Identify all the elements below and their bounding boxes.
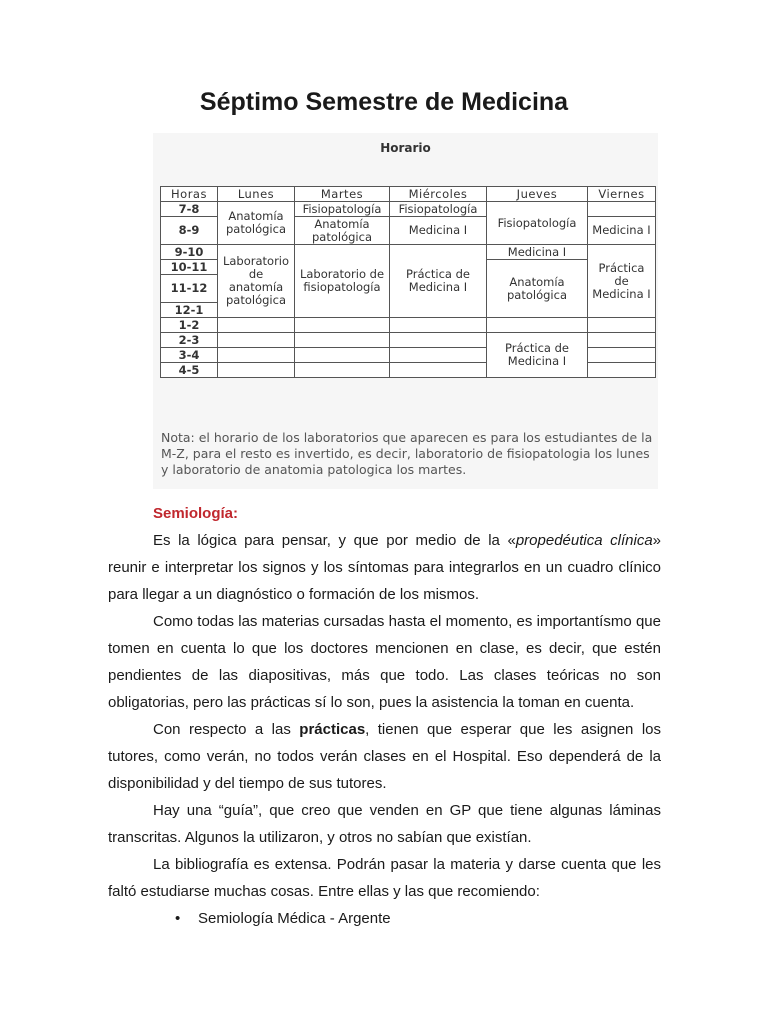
hour-cell: 7-8 (161, 202, 218, 217)
schedule-cell (218, 318, 295, 333)
schedule-cell (295, 348, 390, 363)
schedule-image (153, 133, 658, 489)
list-item-text: Semiología Médica - Argente (198, 910, 391, 927)
paragraph-text: Con respecto a las (153, 721, 300, 738)
schedule-cell (390, 348, 487, 363)
schedule-note: Nota: el horario de los laboratorios que aparecen es para los estudiantes de la M-Z, para el resto es invertido, es decir, laboratorio de fisiopatologia los lunes y laboratorio de anatomia patologica los martes. (161, 430, 653, 477)
table-row (161, 318, 656, 333)
hour-cell: 1-2 (161, 318, 218, 333)
paragraph-text: Es la lógica para pensar, y que por medio de la « (153, 532, 516, 549)
schedule-cell (218, 333, 295, 348)
list-item (175, 905, 661, 932)
schedule-cell (588, 318, 656, 333)
page-title: Séptimo Semestre de Medicina (199, 88, 569, 116)
header-viernes: Viernes (588, 187, 656, 202)
strong-text: prácticas (299, 721, 366, 738)
schedule-cell (588, 348, 656, 363)
schedule-cell: Anatomía patológica (295, 217, 390, 245)
schedule-table (160, 186, 656, 378)
schedule-cell (295, 318, 390, 333)
schedule-cell: Fisiopatología (295, 202, 390, 217)
schedule-cell (588, 363, 656, 378)
paragraph-practicas (108, 716, 661, 797)
emphasis-text: propedéutica clínica (515, 532, 653, 549)
schedule-cell (218, 363, 295, 378)
schedule-cell: Práctica de Medicina I (390, 245, 487, 318)
schedule-cell (487, 318, 588, 333)
schedule-cell (390, 333, 487, 348)
hour-cell: 2-3 (161, 333, 218, 348)
schedule-cell (218, 348, 295, 363)
paragraph-classes: Como todas las materias cursadas hasta el momento, es importantísmo que tomen en cuenta lo que los doctores mencionen en clase, es decir, que estén pendientes de las diapositivas, más que todo. Las clases teóricas no son obligatorias, pero las prácticas sí lo son, pues la asistencia la toman en cuenta. (108, 613, 661, 711)
paragraph-text: » reunir e interpretar los signos y los síntomas para integrarlos en un cuadro clínico para llegar a un diagnóstico o formación de los mismos. (108, 532, 662, 603)
hour-cell: 4-5 (161, 363, 218, 378)
schedule-cell: Práctica de Medicina I (487, 333, 588, 378)
hour-cell: 9-10 (161, 245, 218, 260)
schedule-cell (295, 363, 390, 378)
schedule-caption: Horario (380, 141, 431, 155)
paragraph-guia: Hay una “guía”, que creo que venden en GP que tiene algunas láminas transcritas. Algunos la utilizaron, y otros no sabían que existían. (108, 802, 661, 846)
schedule-cell: Laboratorio de fisiopatología (295, 245, 390, 318)
schedule-cell: Fisiopatología (390, 202, 487, 217)
table-row (161, 202, 656, 217)
schedule-cell: Anatomía patológica (218, 202, 295, 245)
schedule-cell: Práctica de Medicina I (588, 245, 656, 318)
schedule-cell: Laboratorio de anatomía patológica (218, 245, 295, 318)
header-martes: Martes (295, 187, 390, 202)
schedule-cell (390, 318, 487, 333)
header-jueves: Jueves (487, 187, 588, 202)
schedule-cell (390, 363, 487, 378)
schedule-cell: Anatomía patológica (487, 260, 588, 318)
schedule-cell: Medicina I (390, 217, 487, 245)
hour-cell: 11-12 (161, 275, 218, 303)
hour-cell: 10-11 (161, 260, 218, 275)
table-row (161, 245, 656, 260)
schedule-cell: Fisiopatología (487, 202, 588, 245)
schedule-cell (588, 202, 656, 217)
hour-cell: 12-1 (161, 303, 218, 318)
schedule-cell (295, 333, 390, 348)
semiologia-section (108, 500, 661, 932)
hour-cell: 8-9 (161, 217, 218, 245)
table-header-row (161, 187, 656, 202)
table-row (161, 333, 656, 348)
schedule-cell: Medicina I (487, 245, 588, 260)
schedule-cell: Medicina I (588, 217, 656, 245)
header-horas: Horas (161, 187, 218, 202)
bibliography-list (108, 905, 661, 932)
paragraph-definition (108, 527, 661, 608)
hour-cell: 3-4 (161, 348, 218, 363)
paragraph-bibliografia: La bibliografía es extensa. Podrán pasar la materia y darse cuenta que les faltó estudiarse muchas cosas. Entre ellas y las que recomiendo: (108, 856, 661, 900)
bullet-icon: • (175, 910, 181, 927)
paragraph-text: , tienen que esperar que les asignen los tutores, como verán, no todos verán clases en el Hospital. Eso dependerá de la disponibilidad y del tiempo de sus tutores. (108, 721, 661, 792)
header-lunes: Lunes (218, 187, 295, 202)
header-miercoles: Miércoles (390, 187, 487, 202)
section-heading: Semiología: (153, 505, 239, 522)
schedule-cell (588, 333, 656, 348)
